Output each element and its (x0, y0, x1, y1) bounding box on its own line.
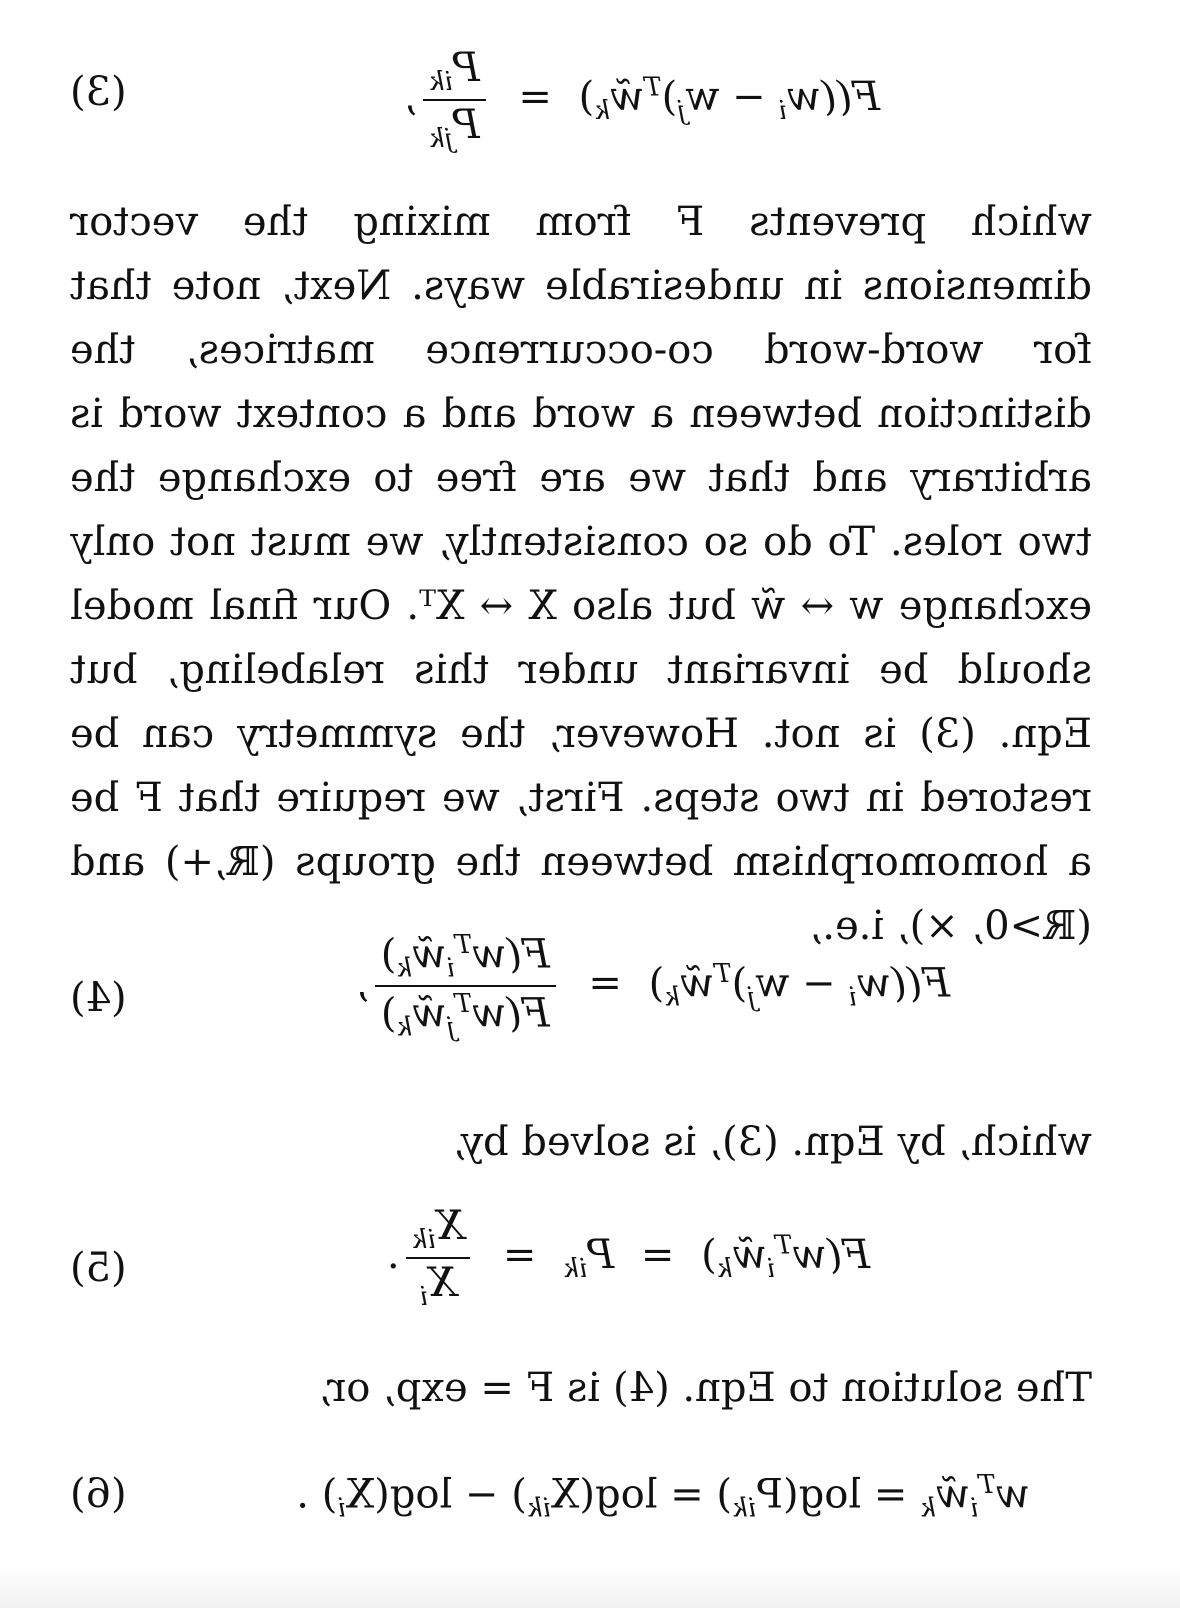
eq4-sup-t: T (714, 959, 732, 989)
eq6-minus-log-x: ) − log(X (345, 1471, 527, 1518)
eq4-num-sub-i: i (446, 953, 455, 984)
eq4-sub-k: k (664, 982, 681, 1013)
eq4-comma: , (356, 960, 369, 1007)
eq5-period: . (386, 1232, 400, 1278)
eq3-numerator (423, 45, 486, 99)
eq4-den-sup-t: T (454, 989, 472, 1020)
eq3-lhs-open: F((w (786, 74, 880, 120)
paragraph-solution: The solution to Eqn. (4) is F = exp, or, (318, 1365, 1092, 1411)
eq4-equals: = (588, 960, 622, 1007)
eq4-den-close: ) (380, 990, 397, 1037)
eq4-sub-j: j (747, 982, 756, 1013)
eq4-lhs-open: F((w (856, 960, 950, 1007)
eq3-num-sub: ik (428, 67, 453, 97)
eq4-num-f: F(w (472, 931, 550, 978)
eq5-denominator (406, 1257, 471, 1310)
equation-3 (70, 36, 1100, 154)
eq6-log-p: = log(P (756, 1471, 921, 1518)
eq6-w: w (995, 1471, 1030, 1518)
eq5-den-sub: i (419, 1282, 428, 1312)
eq3-equals: = (518, 74, 552, 120)
eq4-den-sub-j: j (446, 1012, 455, 1043)
eq6-x-sub: ik (526, 1493, 551, 1524)
eq3-den-sub: jk (428, 124, 453, 154)
eq3-comma: , (403, 74, 417, 120)
eq4-numerator (375, 932, 556, 985)
equation-6-formula (296, 1470, 1030, 1524)
eq4-den-w-tilde: w̃ (412, 990, 447, 1037)
eq6-sub-k: k (920, 1493, 936, 1524)
eq3-w-tilde: w̃ (610, 74, 645, 120)
eq3-close-paren: ) (661, 74, 678, 120)
eq6-xi-sub: i (337, 1493, 346, 1524)
eq4-num-sub-k: k (396, 953, 413, 984)
eq4-den-f: F(w (471, 990, 550, 1037)
equation-5 (70, 1200, 1100, 1340)
eq4-den-sub-k: k (396, 1012, 413, 1043)
eq4-fraction (375, 932, 556, 1041)
eq3-minus: − w (685, 74, 779, 120)
eq6-p-sub: ik (732, 1493, 757, 1524)
equation-3-formula (403, 45, 880, 154)
bottom-shade (0, 1568, 1180, 1608)
equation-5-formula (386, 1203, 870, 1312)
eq3-sup-t: T (644, 72, 662, 103)
eq5-p-sub: ik (563, 1254, 588, 1284)
equation-4-formula (356, 932, 950, 1041)
eq4-w-tilde: w̃ (680, 960, 715, 1007)
eq4-denominator (375, 985, 556, 1043)
eq4-num-sup-t: T (454, 930, 473, 960)
eq5-p: P (587, 1232, 615, 1278)
eq5-lhs-f: F(w (792, 1232, 870, 1278)
eq4-close-paren: ) (731, 960, 748, 1007)
eq4-sub-i: i (848, 982, 857, 1013)
eq5-sub-k: k (716, 1254, 733, 1284)
eq3-lhs-end: ) (578, 74, 595, 120)
eq5-sub-i: i (766, 1254, 776, 1284)
eq5-equals-2: = (502, 1232, 537, 1278)
eq3-sub-j: j (677, 96, 686, 126)
eq5-den-x: X (427, 1260, 457, 1306)
eq5-fraction (406, 1203, 471, 1312)
eq4-minus: − w (755, 960, 849, 1007)
equation-number-4: (4) (70, 975, 127, 1021)
eq6-log-x: ) = log(X (550, 1471, 733, 1518)
eq5-w-tilde: w̃ (732, 1232, 767, 1278)
eq3-den-p: P (452, 102, 480, 148)
equation-number-5: (5) (70, 1245, 127, 1291)
eq6-w-tilde: w̃ (935, 1471, 971, 1518)
eq5-sup-t: T (775, 1230, 793, 1261)
eq5-numerator (406, 1203, 471, 1257)
equation-number-6: (6) (70, 1471, 127, 1517)
eq5-equals-1: = (640, 1232, 675, 1278)
eq3-sub-i: i (778, 96, 787, 126)
eq6-sub-i: i (970, 1493, 979, 1524)
eq5-lhs-close: ) (701, 1232, 717, 1278)
paragraph-solved-by: which, by Eqn. (3), is solved by, (452, 1119, 1092, 1165)
eq3-fraction (423, 45, 486, 154)
eq3-sub-k: k (594, 96, 611, 126)
eq6-end: ) . (296, 1471, 338, 1518)
eq3-denominator (423, 99, 486, 152)
eq5-num-x: X (435, 1203, 465, 1249)
eq5-num-sub: ik (411, 1225, 436, 1255)
eq4-lhs-end: ) (648, 960, 665, 1007)
eq4-num-close: ) (380, 931, 397, 978)
equation-number-3: (3) (70, 69, 127, 115)
paragraph-homomorphism: which prevents F from mixing the vector dimensions in undesirable ways. Next, note that for word-word co-occurrence matrices, the distinction between a word and a context word is arbitrary and that we are free to exchange the two roles. To do so consistently, we must not only exchange w ↔ w̃ but also X ↔ Xᵀ. Our final model should be invariant under this relabeling, but Eqn. (3) is not. However, the symmetry can be restored in two steps. First, we require that F be a homomorphism between the groups (ℝ,+) and (ℝ>0, ×), i.e., (70, 199, 1092, 949)
equation-6 (70, 1460, 1100, 1530)
equation-4 (70, 920, 1100, 1070)
eq3-num-p: P (452, 45, 480, 91)
eq4-num-w-tilde: w̃ (412, 931, 447, 978)
eq6-sup-t: T (978, 1470, 996, 1500)
